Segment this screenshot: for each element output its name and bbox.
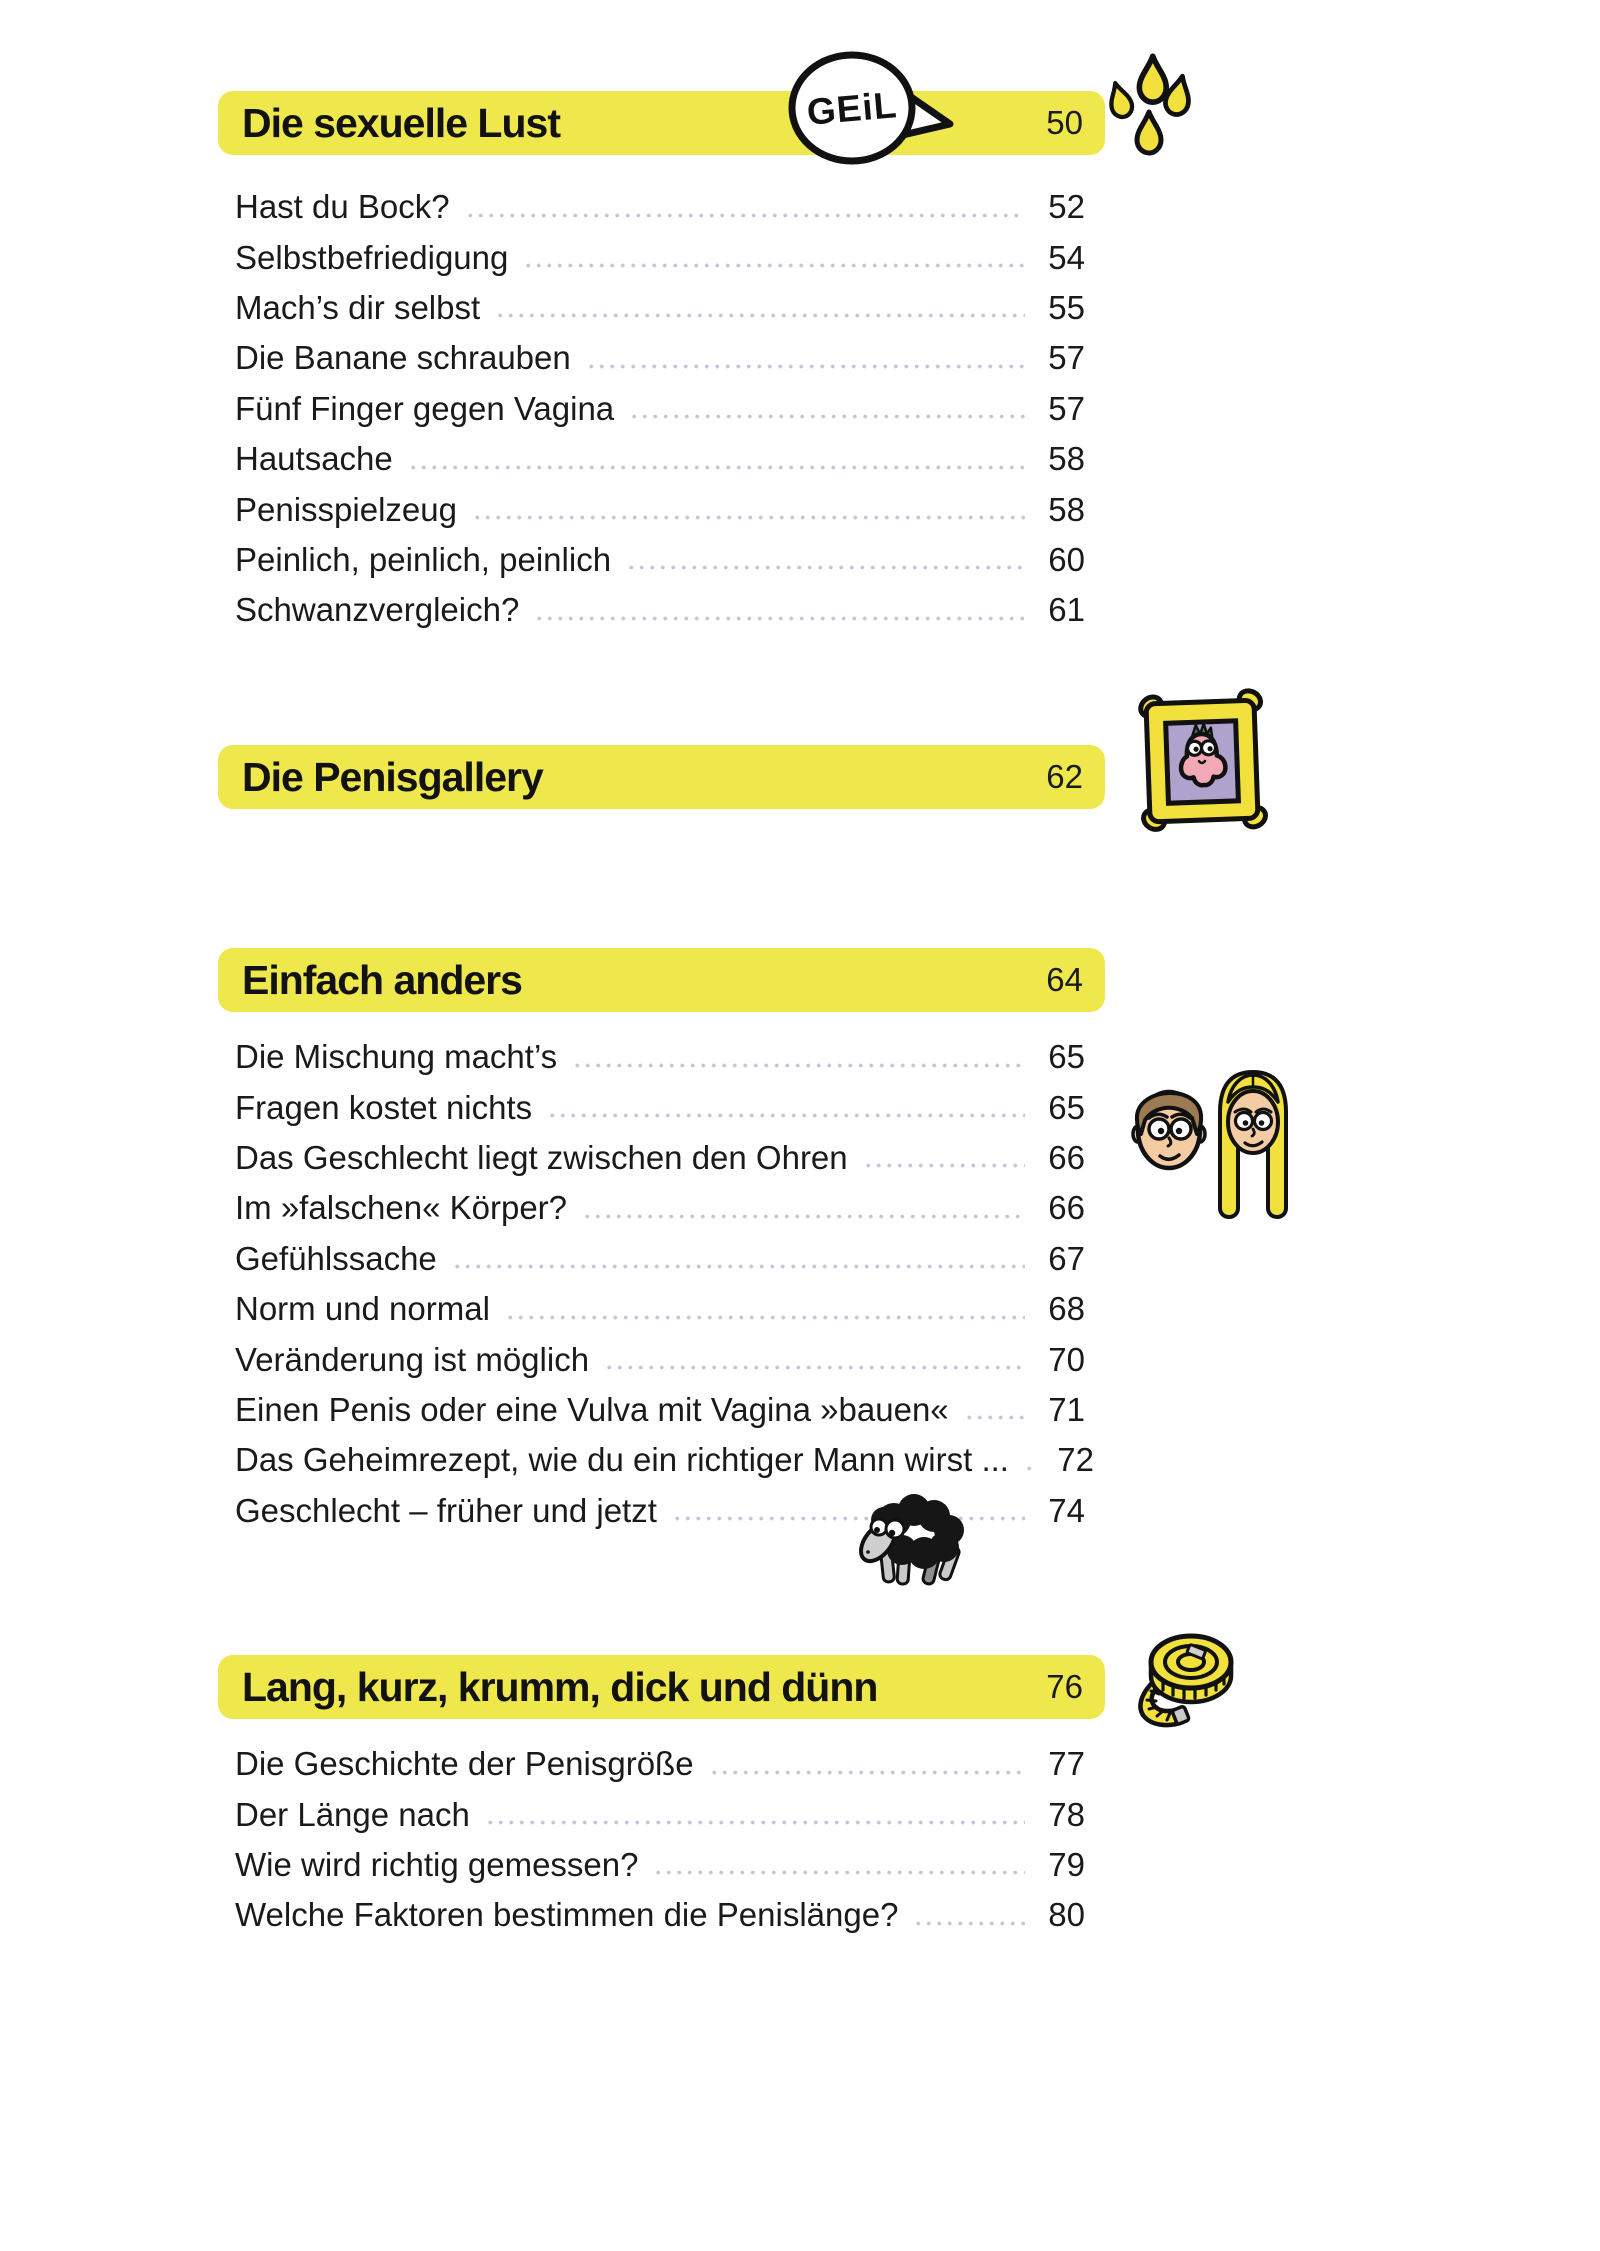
toc-entry: [235, 1234, 1085, 1284]
entry-page-number: 57: [1048, 339, 1085, 377]
entry-title: Welche Faktoren bestimmen die Penislänge?: [235, 1896, 899, 1934]
toc-entry: [235, 1334, 1085, 1384]
dotted-leader: [534, 616, 1025, 621]
section-title: Einfach anders: [242, 956, 522, 1003]
toc-entry: [235, 1183, 1085, 1233]
dotted-leader: [913, 1921, 1025, 1926]
toc-entry: [235, 1739, 1085, 1789]
section-page-number: 76: [1046, 1668, 1083, 1705]
dotted-leader: [709, 1770, 1025, 1775]
entry-title: Mach’s dir selbst: [235, 288, 481, 326]
dotted-leader: [586, 364, 1025, 369]
section-page-number: 64: [1046, 961, 1083, 998]
entry-page-number: 77: [1048, 1745, 1085, 1783]
entry-page-number: 58: [1048, 440, 1085, 478]
toc-entry: [235, 434, 1085, 484]
entry-page-number: 65: [1048, 1038, 1085, 1076]
entry-page-number: 70: [1048, 1340, 1085, 1378]
entry-list-die-sexuelle-lust: [235, 182, 1085, 636]
entry-title: Geschlecht – früher und jetzt: [235, 1491, 657, 1529]
entry-title: Einen Penis oder eine Vulva mit Vagina »bauen«: [235, 1390, 949, 1428]
measuring-tape-icon: [1136, 1628, 1246, 1743]
entry-title: Der Länge nach: [235, 1795, 470, 1833]
toc-entry: [235, 333, 1085, 383]
toc-entry: [235, 384, 1085, 434]
dotted-leader: [863, 1163, 1025, 1168]
entry-title: Fünf Finger gegen Vagina: [235, 389, 615, 427]
entry-page-number: 65: [1048, 1088, 1085, 1126]
section-header-einfach-anders: [218, 948, 1105, 1012]
entry-page-number: 52: [1048, 188, 1085, 226]
entry-page-number: 67: [1048, 1239, 1085, 1277]
entry-list-lang-kurz-krumm: [235, 1739, 1085, 1941]
entry-page-number: 78: [1048, 1795, 1085, 1833]
section-title: Die sexuelle Lust: [242, 99, 560, 146]
toc-entry: [235, 1840, 1085, 1890]
entry-page-number: 54: [1048, 238, 1085, 276]
entry-list-einfach-anders: [235, 1032, 1094, 1536]
toc-entry: [235, 232, 1085, 282]
entry-page-number: 57: [1048, 389, 1085, 427]
entry-title: Peinlich, peinlich, peinlich: [235, 540, 612, 578]
entry-title: Penisspielzeug: [235, 490, 457, 528]
dotted-leader: [523, 263, 1025, 268]
entry-page-number: 80: [1048, 1896, 1085, 1934]
dotted-leader: [495, 313, 1025, 318]
dotted-leader: [1024, 1466, 1034, 1471]
entry-page-number: 66: [1048, 1189, 1085, 1227]
dotted-leader: [582, 1214, 1025, 1219]
dotted-leader: [572, 1063, 1025, 1068]
toc-entry: [235, 182, 1085, 232]
dotted-leader: [604, 1365, 1025, 1370]
toc-entry: [235, 1284, 1085, 1334]
dotted-leader: [547, 1113, 1025, 1118]
toc-entry: [235, 484, 1085, 534]
entry-page-number: 55: [1048, 288, 1085, 326]
dotted-leader: [408, 465, 1025, 470]
toc-entry: [235, 1435, 1094, 1485]
entry-page-number: 58: [1048, 490, 1085, 528]
entry-title: Die Banane schrauben: [235, 339, 571, 377]
entry-page-number: 74: [1048, 1491, 1085, 1529]
entry-title: Norm und normal: [235, 1290, 490, 1328]
entry-page-number: 68: [1048, 1290, 1085, 1328]
toc-entry: [235, 1890, 1085, 1940]
dotted-leader: [653, 1870, 1025, 1875]
toc-entry: [235, 1789, 1085, 1839]
section-page-number: 62: [1046, 758, 1083, 795]
section-header-die-penisgallery: [218, 745, 1105, 809]
entry-title: Die Mischung macht’s: [235, 1038, 558, 1076]
dotted-leader: [485, 1820, 1025, 1825]
toc-entry: [235, 1082, 1085, 1132]
section-title: Die Penisgallery: [242, 753, 543, 800]
speech-bubble-text: GEiL: [805, 84, 899, 133]
entry-title: Veränderung ist möglich: [235, 1340, 590, 1378]
water-droplets-icon: [1108, 54, 1198, 162]
entry-page-number: 60: [1048, 540, 1085, 578]
dotted-leader: [629, 414, 1025, 419]
entry-title: Selbstbefriedigung: [235, 238, 509, 276]
entry-title: Gefühlssache: [235, 1239, 437, 1277]
section-header-lang-kurz-krumm: [218, 1655, 1105, 1719]
toc-entry: [235, 1133, 1085, 1183]
section-header-die-sexuelle-lust: [218, 91, 1105, 155]
black-sheep-icon: [852, 1490, 980, 1592]
entry-title: Hautsache: [235, 440, 393, 478]
toc-entry: [235, 283, 1085, 333]
entry-title: Im »falschen« Körper?: [235, 1189, 568, 1227]
entry-title: Fragen kostet nichts: [235, 1088, 533, 1126]
entry-title: Hast du Bock?: [235, 188, 450, 226]
entry-title: Wie wird richtig gemessen?: [235, 1845, 639, 1883]
entry-title: Die Geschichte der Penisgröße: [235, 1745, 694, 1783]
section-page-number: 50: [1046, 104, 1083, 141]
entry-title: Das Geschlecht liegt zwischen den Ohren: [235, 1138, 848, 1176]
two-faces-icon: [1130, 1068, 1292, 1234]
entry-page-number: 61: [1048, 591, 1085, 629]
section-title: Lang, kurz, krumm, dick und dünn: [242, 1663, 878, 1710]
dotted-leader: [452, 1264, 1025, 1269]
speech-bubble-geil-icon: [786, 50, 954, 168]
dotted-leader: [964, 1415, 1025, 1420]
toc-entry: [235, 535, 1085, 585]
entry-page-number: 71: [1048, 1390, 1085, 1428]
dotted-leader: [472, 515, 1025, 520]
dotted-leader: [465, 213, 1025, 218]
entry-page-number: 79: [1048, 1845, 1085, 1883]
toc-entry: [235, 585, 1085, 635]
toc-entry: [235, 1385, 1085, 1435]
entry-page-number: 66: [1048, 1138, 1085, 1176]
entry-title: Das Geheimrezept, wie du ein richtiger Mann wirst ...: [235, 1441, 1009, 1479]
framed-penis-picture-icon: [1140, 690, 1266, 832]
entry-title: Schwanzvergleich?: [235, 591, 520, 629]
entry-page-number: 72: [1057, 1441, 1094, 1479]
dotted-leader: [626, 565, 1025, 570]
dotted-leader: [505, 1315, 1025, 1320]
toc-entry: [235, 1032, 1085, 1082]
